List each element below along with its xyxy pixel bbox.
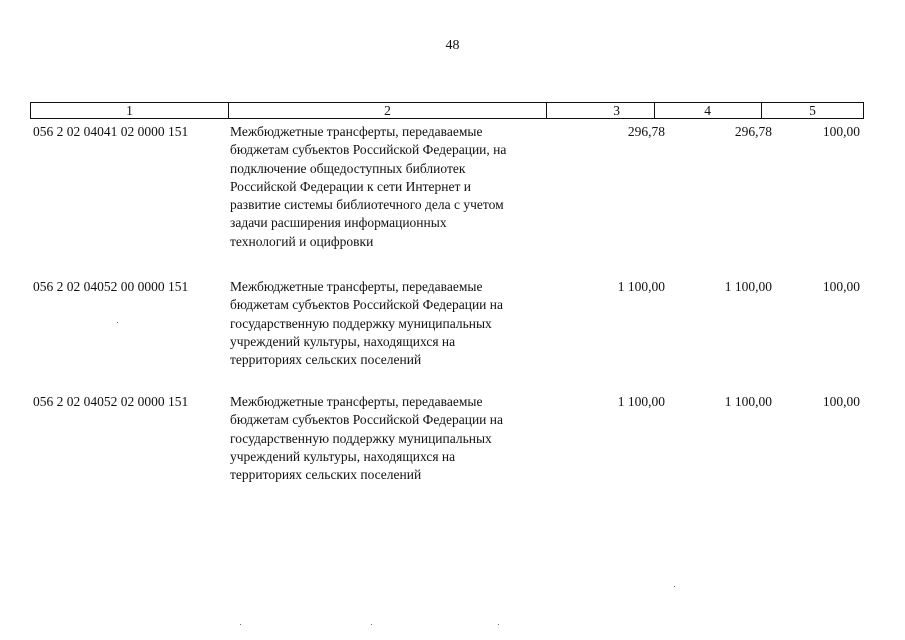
description-line: учреждений культуры, находящихся на <box>230 448 456 464</box>
column-header-3: 3 <box>547 103 655 118</box>
value-col-3: 1 100,00 <box>617 394 665 409</box>
scan-speck <box>498 624 499 625</box>
description-line: Межбюджетные трансферты, передаваемые <box>230 279 483 294</box>
value-col-4: 1 100,00 <box>724 394 772 409</box>
description-line: государственную поддержку муниципальных <box>230 315 492 331</box>
description-line: территориях сельских поселений <box>230 467 422 483</box>
value-col-5: 100,00 <box>822 124 860 139</box>
description-line: государственную поддержку муниципальных <box>230 430 492 446</box>
description-line: подключение общедоступных библиотек <box>230 160 466 176</box>
value-col-5: 100,00 <box>822 279 860 294</box>
column-header-5: 5 <box>809 103 816 118</box>
budget-code: 056 2 02 04052 02 0000 151 <box>33 394 189 409</box>
description-line: Межбюджетные трансферты, передаваемые <box>230 394 483 409</box>
description-line: развитие системы библиотечного дела с учетом <box>230 197 504 213</box>
value-col-5: 100,00 <box>822 394 860 409</box>
scan-speck <box>117 322 118 323</box>
row-description <box>230 123 530 251</box>
value-col-4: 1 100,00 <box>724 279 772 294</box>
description-line: учреждений культуры, находящихся на <box>230 333 456 349</box>
budget-code: 056 2 02 04052 00 0000 151 <box>33 279 189 294</box>
value-col-3: 296,78 <box>627 124 665 139</box>
description-line: бюджетам субъектов Российской Федерации на <box>230 412 503 428</box>
description-line: задачи расширения информационных <box>230 215 447 231</box>
description-line: Российской Федерации к сети Интернет и <box>230 178 471 194</box>
description-line: Межбюджетные трансферты, передаваемые <box>230 124 483 139</box>
budget-code: 056 2 02 04041 02 0000 151 <box>33 124 189 139</box>
row-description <box>230 393 530 484</box>
description-line: территориях сельских поселений <box>230 352 422 368</box>
scan-speck <box>371 624 372 625</box>
scan-speck <box>674 586 675 587</box>
value-col-4: 296,78 <box>734 124 772 139</box>
row-description <box>230 278 530 369</box>
table-header-row <box>30 102 864 119</box>
column-header-4: 4 <box>655 103 762 118</box>
page-number: 48 <box>445 38 460 53</box>
column-header-1: 1 <box>31 103 229 118</box>
scan-speck <box>240 624 241 625</box>
description-line: бюджетам субъектов Российской Федерации, на <box>230 142 507 158</box>
column-header-2: 2 <box>229 103 547 118</box>
description-line: технологий и оцифровки <box>230 233 374 249</box>
description-line: бюджетам субъектов Российской Федерации на <box>230 297 503 313</box>
value-col-3: 1 100,00 <box>617 279 665 294</box>
